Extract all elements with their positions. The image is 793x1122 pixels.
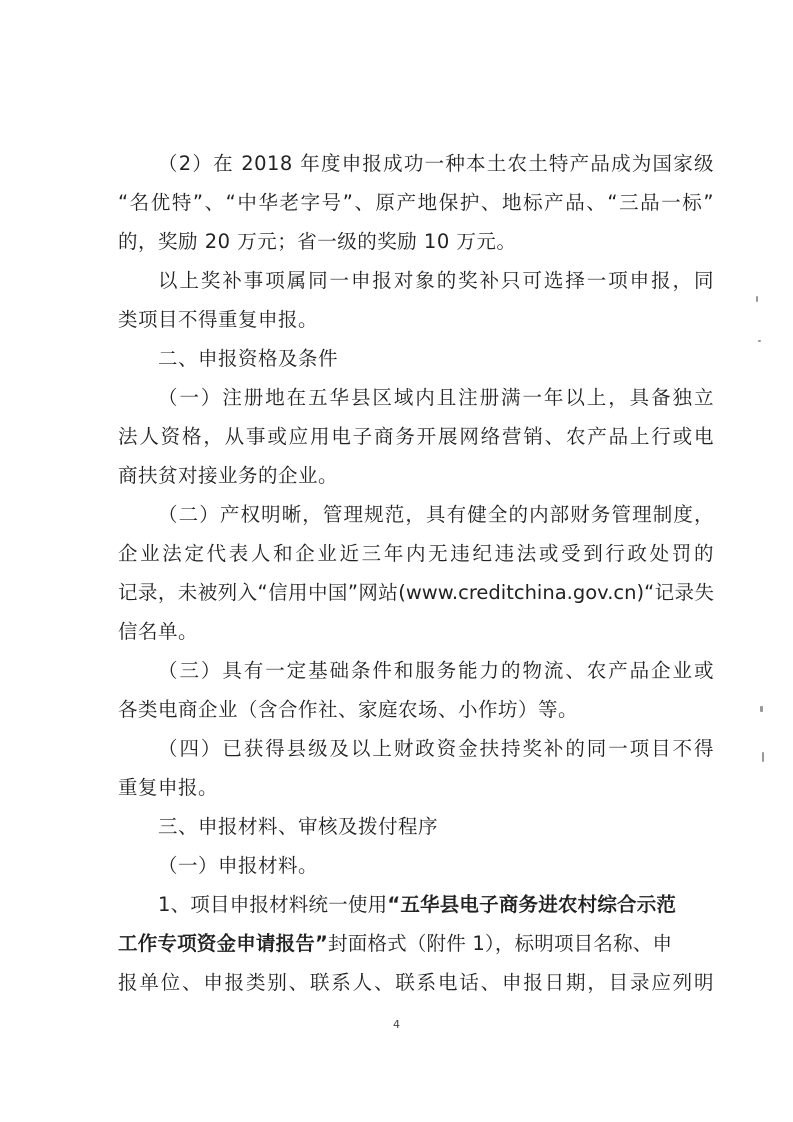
paragraph-text: 封面格式（附件 1），标明项目名称、申 [328, 932, 673, 955]
paragraph-line: （二）产权明晰，管理规范，具有健全的内部财务管理制度， [158, 503, 714, 526]
paragraph-line: 法人资格，从事或应用电子商务开展网络营销、农产品上行或电 [118, 425, 714, 448]
scan-speck [760, 706, 763, 712]
paragraph-line: 重复申报。 [118, 776, 219, 799]
paragraph-line: 类项目不得重复申报。 [118, 308, 319, 331]
paragraph-line: （2）在 2018 年度申报成功一种本土农土特产品成为国家级 [158, 152, 714, 175]
paragraph-line: 各类电商企业（含合作社、家庭农场、小作坊）等。 [118, 698, 579, 721]
form-title-text: “五华县电子商务进农村综合示范 [387, 893, 677, 916]
paragraph-line: （一）注册地在五华县区域内且注册满一年以上，具备独立 [158, 386, 714, 409]
paragraph-line: 的，奖励 20 万元；省一级的奖励 10 万元。 [118, 230, 517, 253]
paragraph-line: 报单位、申报类别、联系人、联系电话、申报日期，目录应列明 [118, 971, 714, 994]
subsection-heading: （一）申报材料。 [158, 854, 319, 877]
paragraph-text: 1、项目申报材料统一使用 [158, 893, 388, 916]
paragraph-line: 信名单。 [118, 620, 199, 643]
section-heading: 二、申报资格及条件 [158, 347, 339, 370]
paragraph-line [158, 893, 676, 917]
paragraph-line: 企业法定代表人和企业近三年内无违纪违法或受到行政处罚的 [118, 542, 714, 565]
paragraph-line: 商扶贫对接业务的企业。 [118, 464, 339, 487]
form-title-text: 工作专项资金申请报告” [118, 932, 329, 955]
paragraph-line: 以上奖补事项属同一申报对象的奖补只可选择一项申报，同 [158, 269, 714, 292]
scan-speck [756, 296, 758, 302]
scan-speck [762, 752, 764, 762]
paragraph-line: （四）已获得县级及以上财政资金扶持奖补的同一项目不得 [158, 737, 714, 760]
page-number: 4 [393, 1018, 400, 1031]
paragraph-line: 记录，未被列入“信用中国”网站(www.creditchina.gov.cn)“记录失 [118, 581, 714, 604]
scan-speck [758, 340, 761, 342]
paragraph-line [118, 932, 672, 956]
paragraph-line: “名优特”、“中华老字号”、原产地保护、地标产品、“三品一标” [118, 191, 714, 214]
section-heading: 三、申报材料、审核及拨付程序 [158, 815, 439, 838]
paragraph-line: （三）具有一定基础条件和服务能力的物流、农产品企业或 [158, 659, 714, 682]
